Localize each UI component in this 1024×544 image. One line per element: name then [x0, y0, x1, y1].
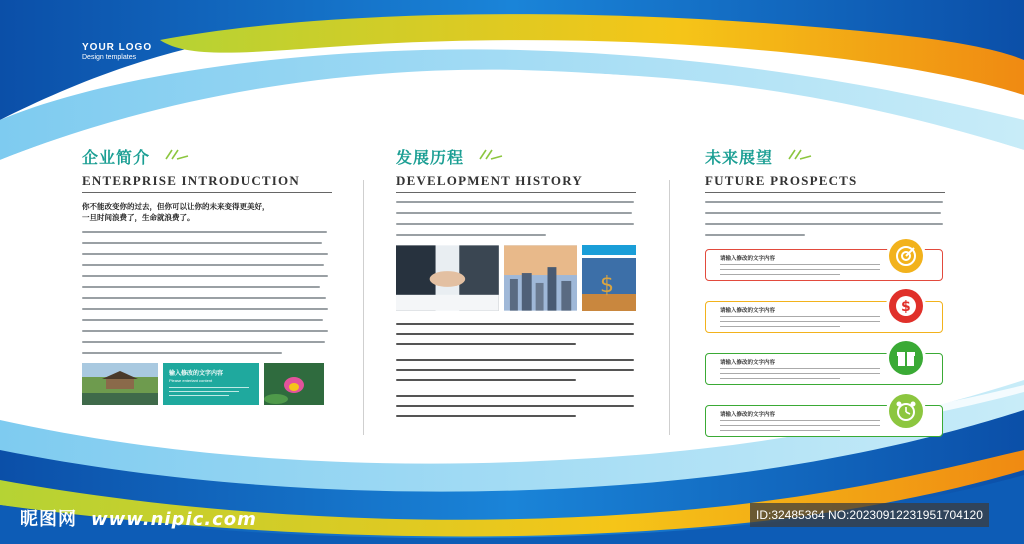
title-rule	[396, 192, 636, 193]
slogan-line-2: 一旦时间浪费了，生命就浪费了。	[82, 213, 195, 222]
column-divider	[669, 180, 670, 435]
title-rule	[82, 192, 332, 193]
panel-title-cn: 未来展望	[705, 148, 774, 167]
lotus-photo	[264, 363, 324, 405]
leaf-icon	[478, 147, 504, 161]
panel-title-en: FUTURE PROSPECTS	[705, 173, 858, 188]
note-title: 输入修改的文字内容	[169, 371, 224, 377]
panel-title-en: DEVELOPMENT HISTORY	[396, 173, 583, 188]
target-icon	[889, 239, 923, 273]
prospect-heading: 请输入修改的文字内容	[720, 412, 776, 418]
panel-title-cn: 发展历程	[396, 148, 465, 167]
site-watermark	[20, 505, 257, 531]
prospect-heading: 请输入修改的文字内容	[720, 308, 776, 314]
leaf-icon	[164, 147, 190, 161]
alarm-clock-icon	[889, 394, 923, 428]
image-id-badge: ID:32485364 NO:20230912231951704120	[750, 503, 989, 527]
note-subtitle: Please enterlant content	[169, 378, 213, 383]
dollar-icon	[889, 289, 923, 323]
enterprise-panel	[82, 145, 332, 405]
image-strip	[82, 363, 332, 405]
city-skyline-photo	[504, 245, 577, 311]
column-divider	[363, 180, 364, 435]
logo-title: YOUR LOGO	[82, 42, 153, 53]
garden-photo	[82, 363, 158, 405]
photo-row	[396, 245, 636, 311]
slogan-line-1: 你不能改变你的过去，但你可以让你的未来变得更美好，	[82, 202, 270, 211]
history-text-block	[396, 323, 636, 417]
slogan	[82, 201, 332, 223]
prospect-heading: 请输入修改的文字内容	[720, 360, 776, 366]
body-text-block	[82, 231, 332, 354]
handshake-photo	[396, 245, 499, 311]
svg-text:$: $	[600, 273, 614, 298]
watermark-site-name: 昵图网	[20, 509, 77, 530]
watermark-url: www.nipic.com	[91, 509, 257, 530]
leaf-icon	[787, 147, 813, 161]
svg-text:$: $	[901, 299, 911, 315]
title-rule	[705, 192, 945, 193]
prospect-heading: 请输入修改的文字内容	[720, 256, 776, 262]
panel-title-en: ENTERPRISE INTRODUCTION	[82, 173, 300, 188]
intro-text-block	[396, 201, 636, 236]
gift-icon	[889, 341, 923, 375]
photo-stack	[582, 245, 636, 311]
future-panel	[705, 145, 945, 245]
color-block	[582, 245, 636, 255]
future-text-block	[705, 201, 945, 236]
panel-title-cn: 企业简介	[82, 148, 151, 167]
brand-logo	[82, 42, 152, 61]
note-box	[163, 363, 259, 405]
history-panel	[396, 145, 636, 425]
logo-subtitle: Design templates	[82, 54, 137, 61]
finance-photo	[582, 258, 636, 311]
